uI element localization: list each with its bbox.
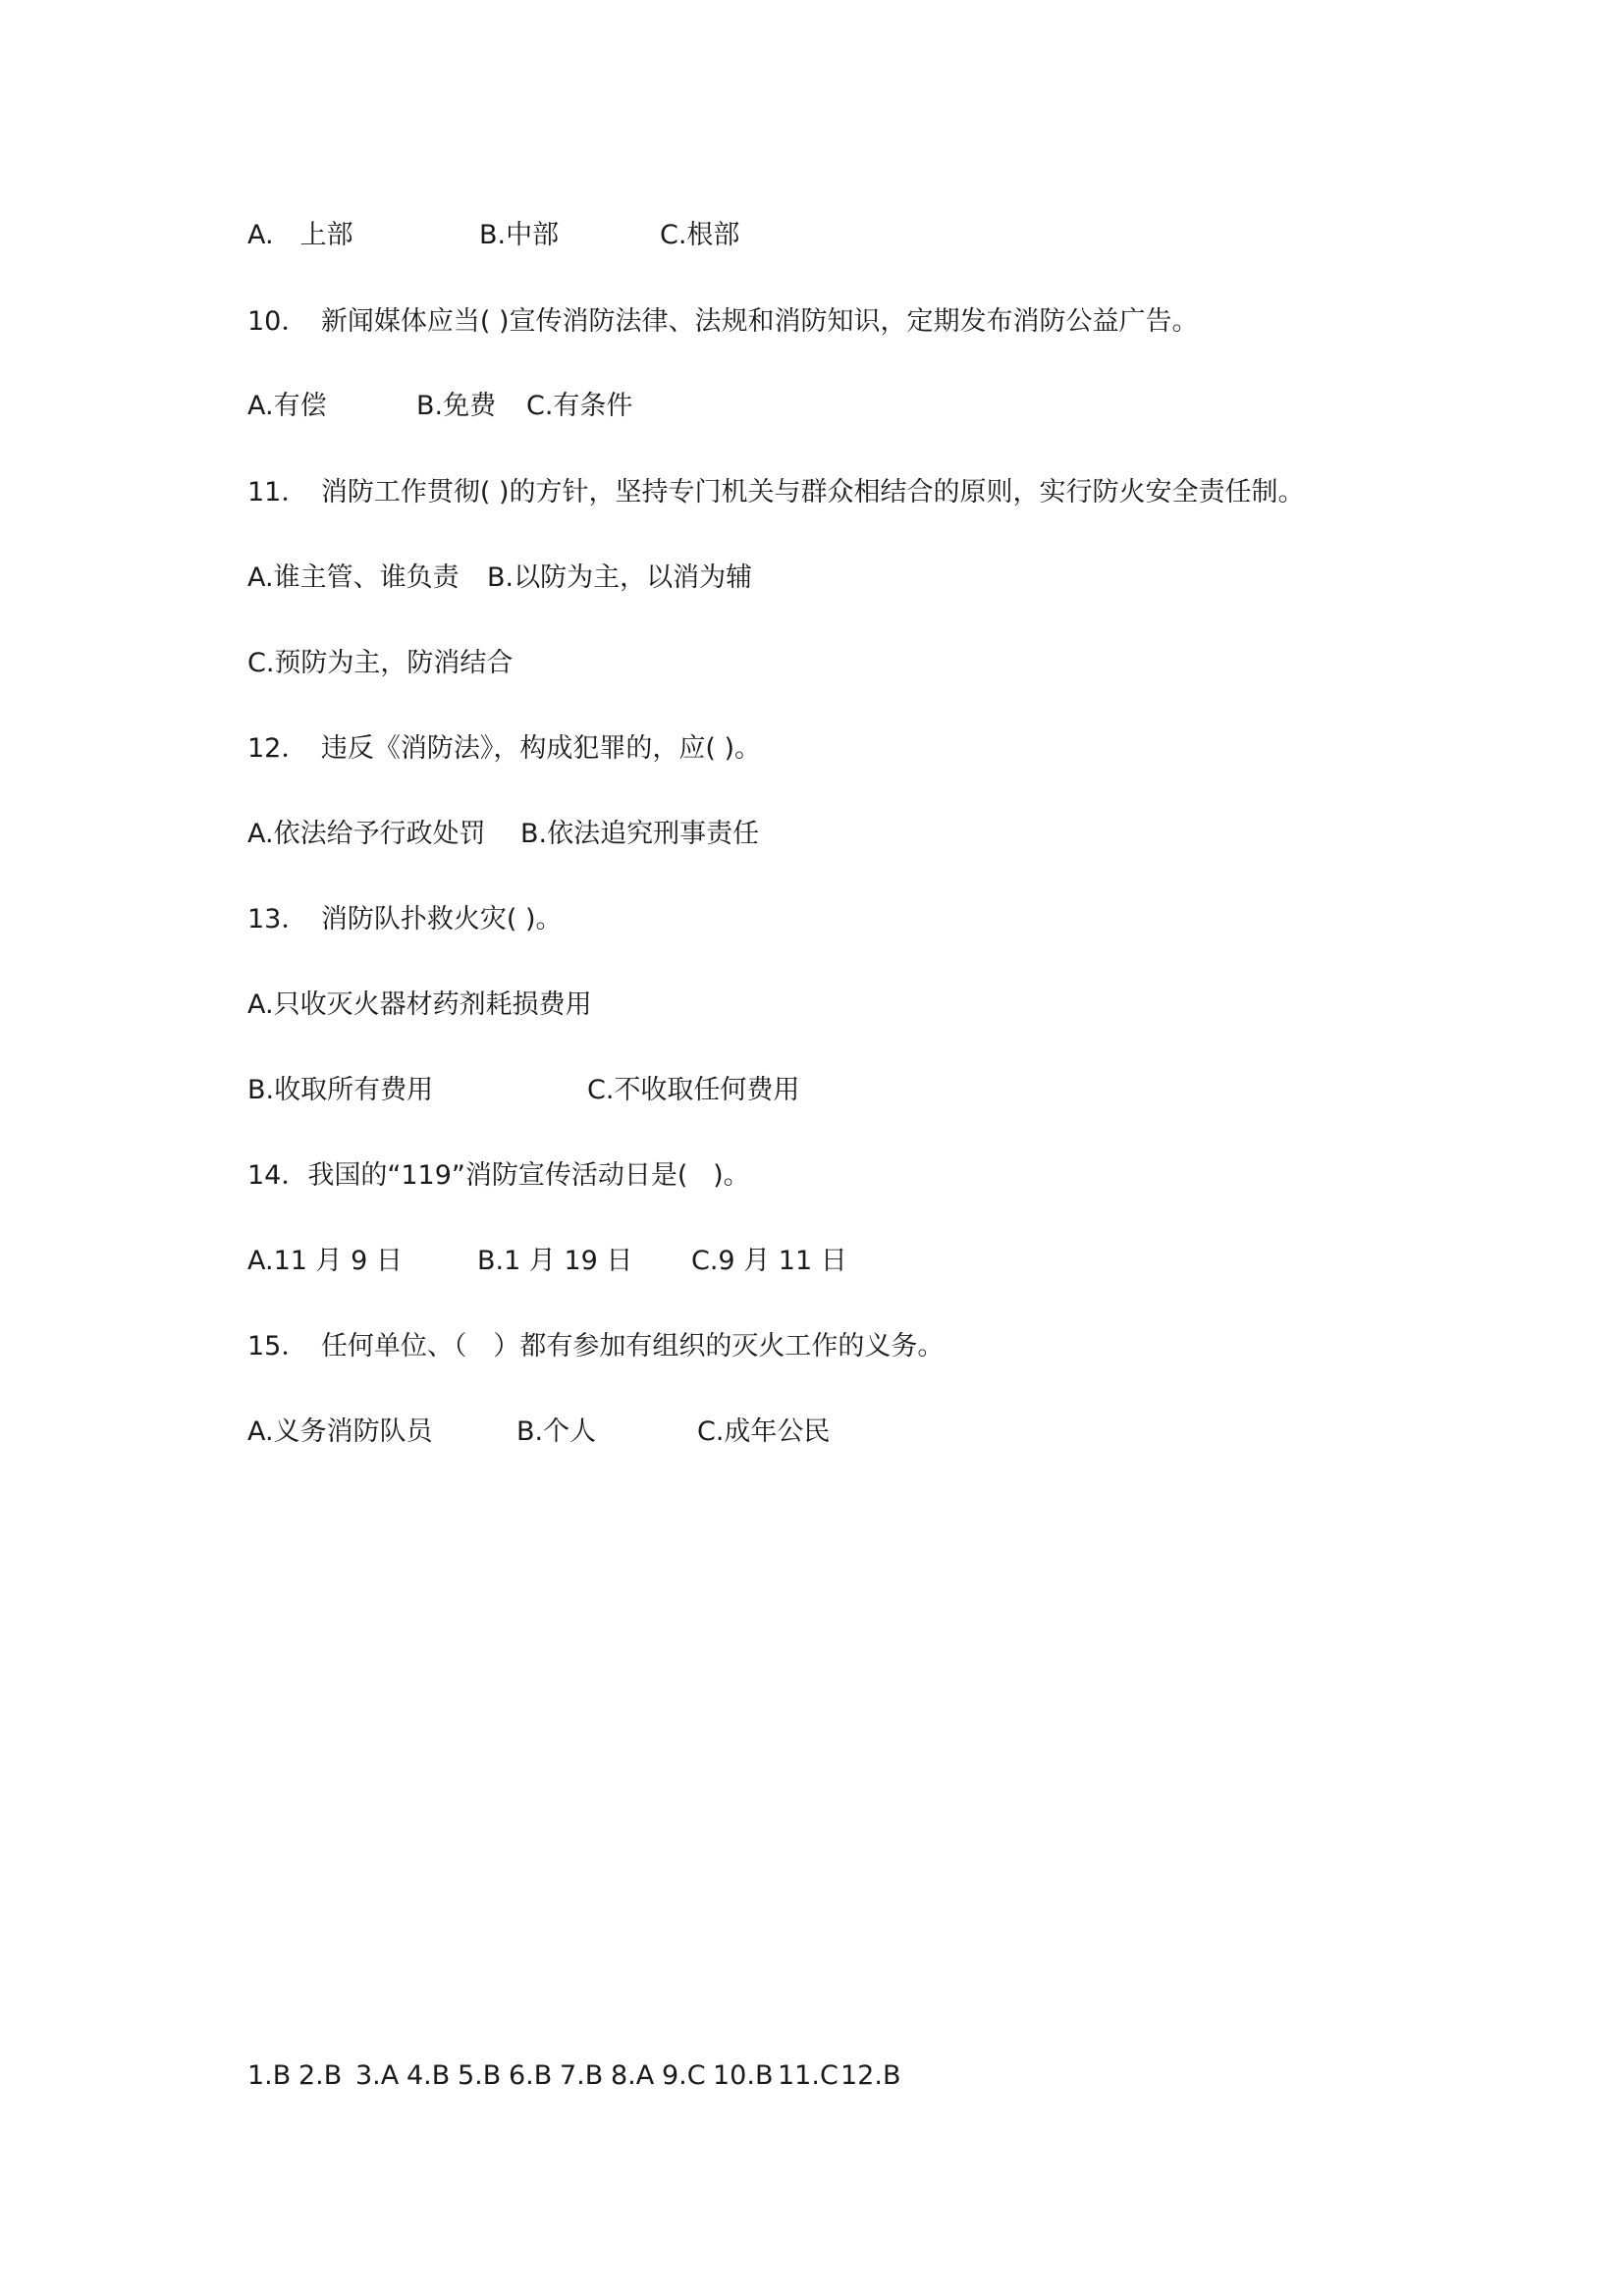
answer-item: 12.B bbox=[840, 2060, 901, 2091]
answer-item: 8.A bbox=[611, 2060, 655, 2091]
answer-item: 9.C bbox=[662, 2060, 706, 2091]
answer-item: 10.B bbox=[713, 2060, 774, 2091]
q15-option-b: B.个人 bbox=[516, 1416, 597, 1447]
question-12-text: 12． 违反《消防法》，构成犯罪的，应( )。 bbox=[247, 733, 762, 764]
q11-option-a: A.谁主管、谁负责 bbox=[247, 562, 460, 593]
answer-item: 6.B bbox=[509, 2060, 553, 2091]
question-10-text: 10． 新闻媒体应当( )宣传消防法律、法规和消防知识，定期发布消防公益广告。 bbox=[247, 306, 1199, 337]
q11-option-c: C.预防为主，防消结合 bbox=[247, 648, 514, 678]
answer-item: 5.B bbox=[458, 2060, 502, 2091]
q9-option-c: C.根部 bbox=[660, 220, 740, 250]
q9-option-b: B.中部 bbox=[479, 220, 560, 250]
q9-option-a: A. 上部 bbox=[247, 220, 353, 250]
answer-item: 2.B bbox=[298, 2060, 343, 2091]
q12-option-a: A.依法给予行政处罚 bbox=[247, 819, 486, 849]
q13-option-c: C.不收取任何费用 bbox=[587, 1075, 800, 1105]
q12-option-b: B.依法追究刑事责任 bbox=[520, 819, 760, 849]
q13-option-b: B.收取所有费用 bbox=[247, 1075, 434, 1105]
q14-option-b: B.1 月 19 日 bbox=[477, 1246, 633, 1276]
answer-item: 1.B bbox=[247, 2060, 292, 2091]
q10-option-c: C.有条件 bbox=[526, 391, 633, 421]
q15-option-c: C.成年公民 bbox=[697, 1416, 831, 1447]
q13-option-a: A.只收灭火器材药剂耗损费用 bbox=[247, 989, 592, 1020]
question-15-text: 15． 任何单位、（ ）都有参加有组织的灭火工作的义务。 bbox=[247, 1331, 945, 1362]
answer-item: 3.A bbox=[355, 2060, 400, 2091]
q11-option-b: B.以防为主，以消为辅 bbox=[487, 562, 753, 593]
q15-option-a: A.义务消防队员 bbox=[247, 1416, 433, 1447]
answer-item: 7.B bbox=[560, 2060, 604, 2091]
answer-item: 11.C bbox=[778, 2060, 839, 2091]
q14-option-c: C.9 月 11 日 bbox=[691, 1246, 847, 1276]
question-14-text: 14．我国的“119”消防宣传活动日是( )。 bbox=[247, 1160, 750, 1191]
question-13-text: 13． 消防队扑救火灾( )。 bbox=[247, 904, 563, 934]
answer-item: 4.B bbox=[406, 2060, 451, 2091]
question-11-text: 11． 消防工作贯彻( )的方针，坚持专门机关与群众相结合的原则，实行防火安全责任制。 bbox=[247, 477, 1305, 507]
q14-option-a: A.11 月 9 日 bbox=[247, 1246, 403, 1276]
q10-option-b: B.免费 bbox=[416, 391, 497, 421]
q10-option-a: A.有偿 bbox=[247, 391, 327, 421]
